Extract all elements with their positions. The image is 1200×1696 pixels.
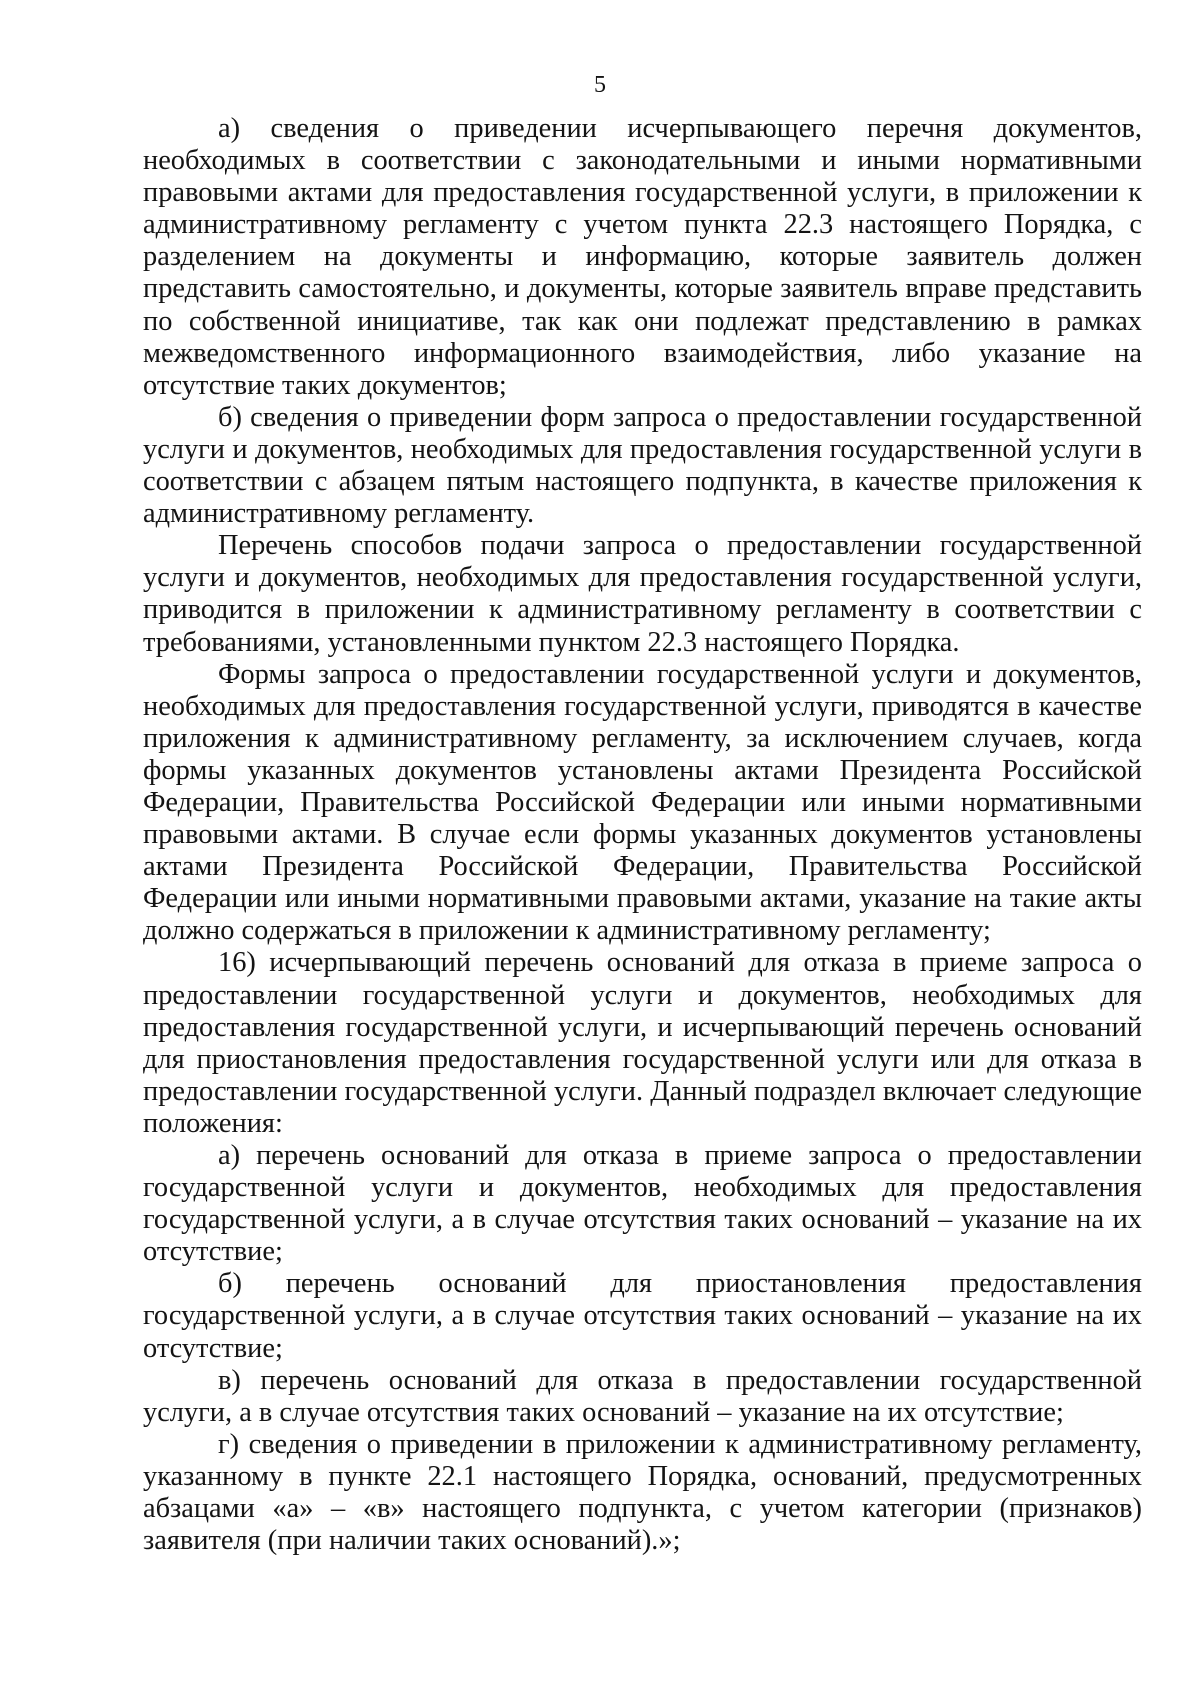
paragraph-b-request-forms: б) сведения о приведении форм запроса о предоставлении государственной услуги и документов, необходимых для предоставления государственной услуги в соответствии с абзацем пятым настоящего подпункта, в качестве приложения к административному регламенту.	[143, 401, 1142, 530]
document-body	[143, 113, 1142, 1557]
paragraph-a-documents-list: а) сведения о приведении исчерпывающего перечня документов, необходимых в соответствии с законодательными и иными нормативными правовыми актами для предоставления государственной услуги, в приложении к административному регламенту с учетом пункта 22.3 настоящего Порядка, с разделением на документы и информацию, которые заявитель должен представить самостоятельно, и документы, которые заявитель вправе представить по собственной инициативе, так как они подлежат представлению в рамках межведомственного информационного взаимодействия, либо указание на отсутствие таких документов;	[143, 113, 1142, 401]
paragraph-request-forms: Формы запроса о предоставлении государственной услуги и документов, необходимых для предоставления государственной услуги, приводятся в качестве приложения к административному регламенту, за исключением случаев, когда формы указанных документов установлены актами Президента Российской Федерации, Правительства Российской Федерации или иными нормативными правовыми актами. В случае если формы указанных документов установлены актами Президента Российской Федерации, Правительства Российской Федерации или иными нормативными правовыми актами, указание на такие акты должно содержаться в приложении к административному регламенту;	[143, 658, 1142, 947]
paragraph-submission-methods: Перечень способов подачи запроса о предоставлении государственной услуги и документов, необходимых для предоставления государственной услуги, приводится в приложении к административному регламенту в соответствии с требованиями, установленными пунктом 22.3 настоящего Порядка.	[143, 530, 1142, 658]
page-number: 5	[594, 72, 606, 98]
paragraph-b-suspension-grounds: б) перечень оснований для приостановления предоставления государственной услуги, а в случае отсутствия таких оснований – указание на их отсутствие;	[143, 1268, 1142, 1364]
paragraph-g-appendix-grounds: г) сведения о приведении в приложении к административному регламенту, указанному в пункте 22.1 настоящего Порядка, оснований, предусмотренных абзацами «а» – «в» настоящего подпункта, с учетом категории (признаков) заявителя (при наличии таких оснований).»;	[143, 1428, 1142, 1557]
paragraph-v-refusal-provision: в) перечень оснований для отказа в предоставлении государственной услуги, а в случае отсутствия таких оснований – указание на их отсутствие;	[143, 1364, 1142, 1428]
paragraph-a-refusal-reception: а) перечень оснований для отказа в приеме запроса о предоставлении государственной услуги и документов, необходимых для предоставления государственной услуги, а в случае отсутствия таких оснований – указание на их отсутствие;	[143, 1140, 1142, 1268]
paragraph-16-refusal-grounds: 16) исчерпывающий перечень оснований для отказа в приеме запроса о предоставлении государственной услуги и документов, необходимых для предоставления государственной услуги, и исчерпывающий перечень оснований для приостановления предоставления государственной услуги или для отказа в предоставлении государственной услуги. Данный подраздел включает следующие положения:	[143, 947, 1142, 1139]
